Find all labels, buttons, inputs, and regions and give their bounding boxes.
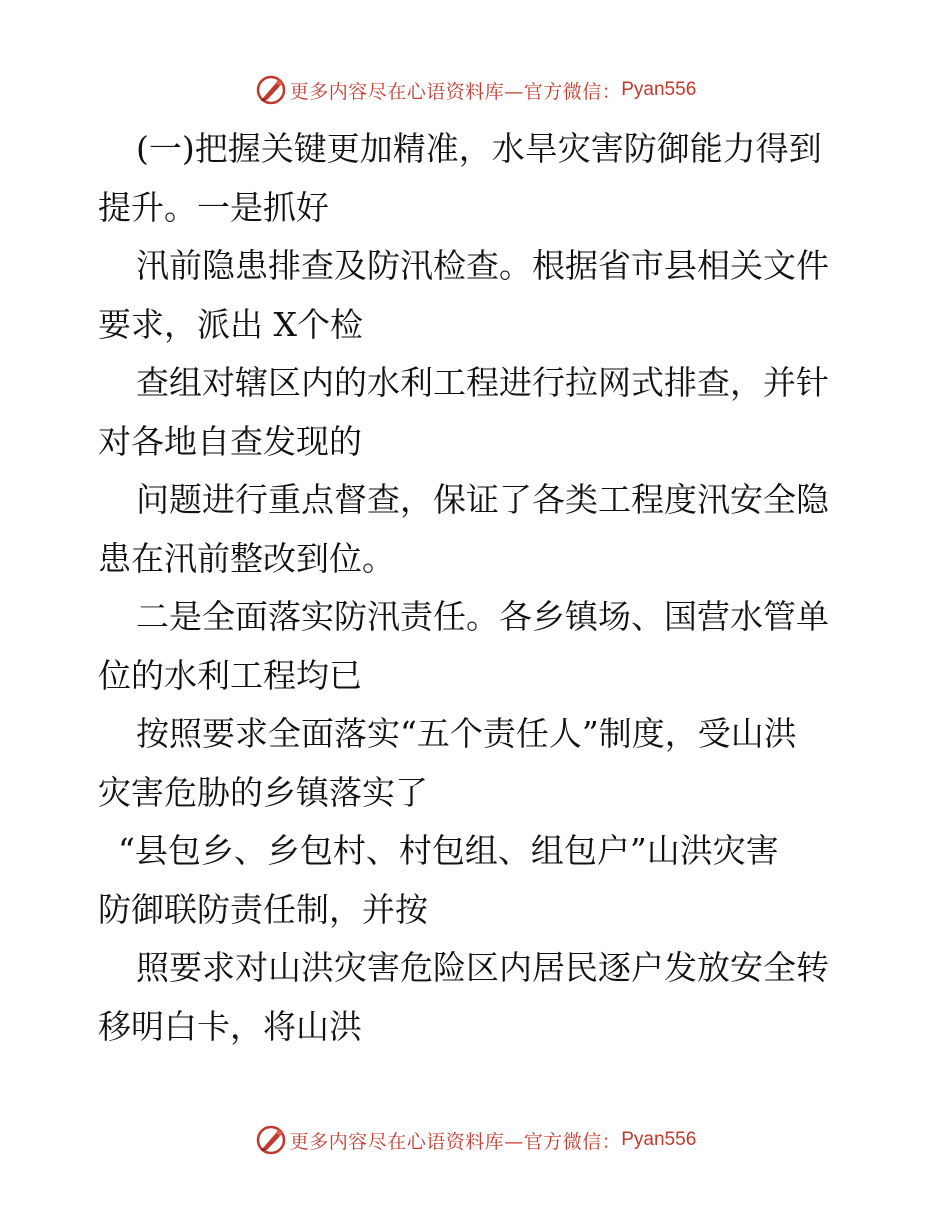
footer-banner-id: Pyan556 [621,1129,697,1150]
text-line: 防御联防责任制，并按 [98,889,428,929]
text-line: 移明白卡，将山洪 [98,1006,362,1046]
text-line: “县包乡、乡包村、村包组、组包户”山洪灾害 [118,831,779,870]
text-line: 提升。一是抓好 [98,187,329,227]
text-line: (一)把握关键更加精准，水旱灾害防御能力得到 [136,129,822,168]
text-line: 汛前隐患排查及防汛检查。根据省市县相关文件 [136,246,829,285]
pen-logo-icon [254,1123,288,1157]
text-line: 二是全面落实防汛责任。各乡镇场、国营水管单 [136,597,829,636]
body-text [98,120,858,1056]
text-line: 要求，派出 X个检 [98,304,363,344]
header-banner-text: 更多内容尽在心语资料库—官方微信： [289,80,622,103]
text-line: 位的水利工程均已 [98,655,362,695]
footer-banner-text: 更多内容尽在心语资料库—官方微信： [289,1130,622,1153]
text-line: 对各地自查发现的 [98,421,362,461]
header-banner-id: Pyan556 [621,79,697,100]
text-line: 问题进行重点督查，保证了各类工程度汛安全隐 [136,480,829,519]
header-banner [0,70,950,110]
text-line: 患在汛前整改到位。 [98,538,395,578]
footer-banner [0,1120,950,1160]
text-line: 照要求对山洪灾害危险区内居民逐户发放安全转 [136,948,829,987]
text-line: 查组对辖区内的水利工程进行拉网式排查，并针 [136,363,829,402]
text-line: 按照要求全面落实“五个责任人”制度，受山洪 [136,714,797,753]
text-line: 灾害危胁的乡镇落实了 [98,772,428,812]
pen-logo-icon [254,73,288,107]
